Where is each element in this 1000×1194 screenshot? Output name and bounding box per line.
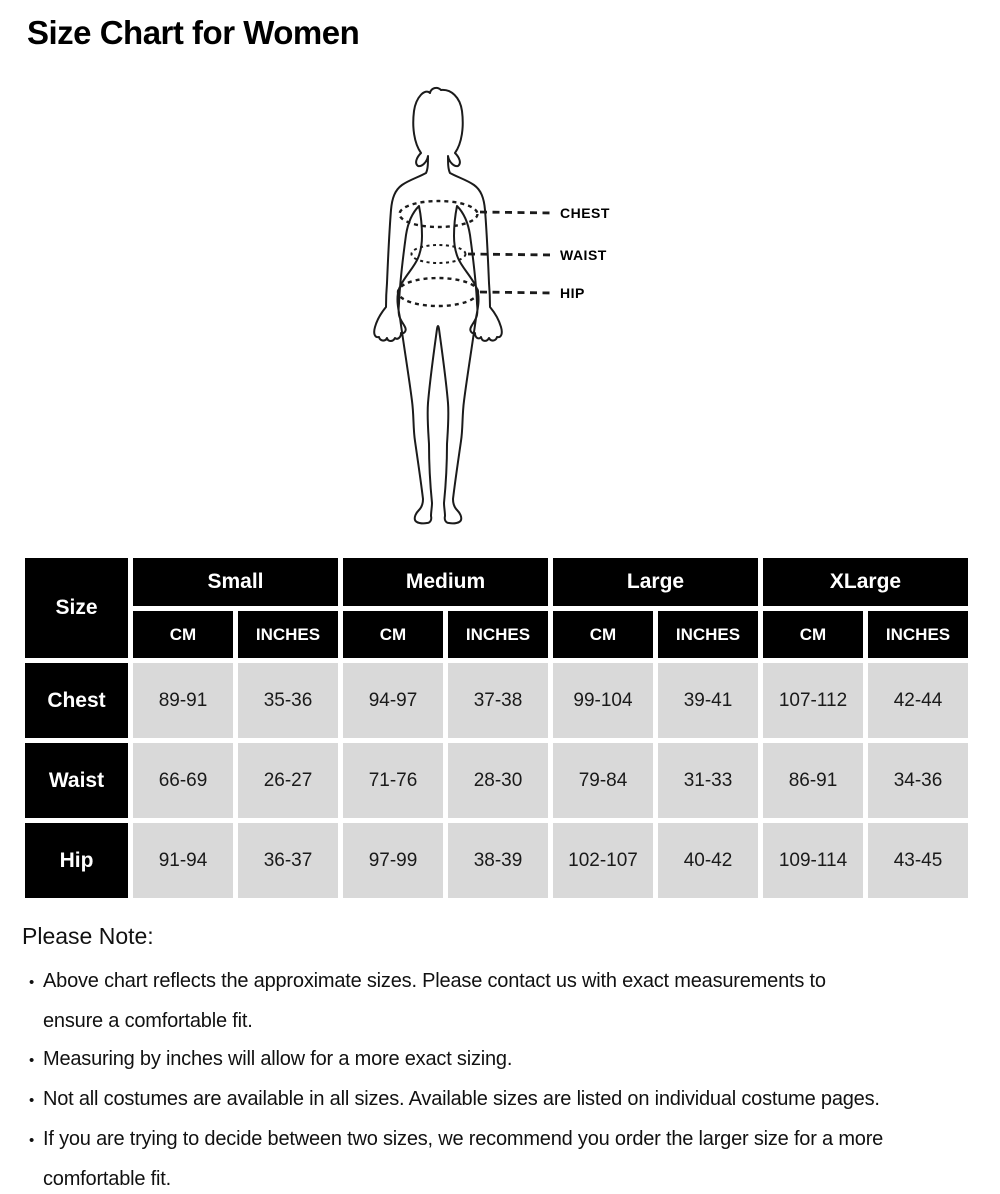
note-item — [22, 962, 987, 1002]
page-title: Size Chart for Women — [27, 14, 360, 51]
size-value-cell: 35-36 — [238, 663, 338, 738]
size-value-cell: 102-107 — [553, 823, 653, 898]
size-value-cell: 79-84 — [553, 743, 653, 818]
table-row-waist — [25, 743, 968, 818]
size-value-cell: 28-30 — [448, 743, 548, 818]
bullet-icon: • — [29, 974, 35, 991]
size-value-cell: 37-38 — [448, 663, 548, 738]
note-text: If you are trying to decide between two sizes, we recommend you order the larger size for a more — [43, 1128, 884, 1150]
notes-heading: Please Note: — [22, 923, 154, 949]
note-text: Not all costumes are available in all sizes. Available sizes are listed on individual costume pages. — [43, 1088, 880, 1110]
size-group-header-medium: Medium — [343, 558, 548, 606]
size-value-cell: 107-112 — [763, 663, 863, 738]
body-figure-svg — [350, 85, 650, 550]
unit-header-cm: CM — [763, 611, 863, 658]
row-label-chest: Chest — [25, 663, 128, 738]
unit-header-cm: CM — [133, 611, 233, 658]
size-value-cell: 89-91 — [133, 663, 233, 738]
note-text: Above chart reflects the approximate sizes. Please contact us with exact measurements to — [43, 970, 826, 992]
note-item — [22, 1080, 987, 1120]
note-item-continuation — [22, 1160, 987, 1194]
row-label-waist: Waist — [25, 743, 128, 818]
hip-label: HIP — [560, 285, 585, 301]
size-value-cell: 43-45 — [868, 823, 968, 898]
note-text: Measuring by inches will allow for a more exact sizing. — [43, 1048, 513, 1070]
chest-leader-line — [480, 212, 554, 213]
size-value-cell: 36-37 — [238, 823, 338, 898]
unit-header-inches: INCHES — [868, 611, 968, 658]
unit-header-inches: INCHES — [238, 611, 338, 658]
note-item — [22, 1040, 987, 1080]
size-group-header-small: Small — [133, 558, 338, 606]
chest-label: CHEST — [560, 205, 610, 221]
note-text: ensure a comfortable fit. — [43, 1010, 253, 1032]
note-text: comfortable fit. — [43, 1168, 171, 1190]
unit-header-inches: INCHES — [658, 611, 758, 658]
note-item — [22, 1120, 987, 1160]
notes-section — [22, 922, 987, 1194]
size-value-cell: 66-69 — [133, 743, 233, 818]
size-value-cell: 39-41 — [658, 663, 758, 738]
size-group-header-xlarge: XLarge — [763, 558, 968, 606]
size-value-cell: 94-97 — [343, 663, 443, 738]
size-value-cell: 40-42 — [658, 823, 758, 898]
size-value-cell: 31-33 — [658, 743, 758, 818]
bullet-icon: • — [29, 1092, 35, 1109]
size-value-cell: 86-91 — [763, 743, 863, 818]
size-value-cell: 42-44 — [868, 663, 968, 738]
size-value-cell: 97-99 — [343, 823, 443, 898]
bullet-icon: • — [29, 1132, 35, 1149]
size-corner-header: Size — [25, 558, 128, 658]
row-label-hip: Hip — [25, 823, 128, 898]
unit-header-inches: INCHES — [448, 611, 548, 658]
table-row-hip — [25, 823, 968, 898]
size-value-cell: 34-36 — [868, 743, 968, 818]
table-row-chest — [25, 663, 968, 738]
body-measurement-figure — [350, 85, 650, 550]
size-table — [20, 553, 973, 903]
body-silhouette — [374, 88, 502, 524]
size-value-cell: 38-39 — [448, 823, 548, 898]
hip-leader-line — [480, 292, 554, 293]
size-value-cell: 99-104 — [553, 663, 653, 738]
size-value-cell: 26-27 — [238, 743, 338, 818]
bullet-icon: • — [29, 1052, 35, 1069]
unit-header-cm: CM — [553, 611, 653, 658]
size-value-cell: 71-76 — [343, 743, 443, 818]
waist-label: WAIST — [560, 247, 607, 263]
note-item-continuation — [22, 1002, 987, 1040]
size-value-cell: 109-114 — [763, 823, 863, 898]
waist-leader-line — [468, 254, 554, 255]
size-group-header-large: Large — [553, 558, 758, 606]
size-value-cell: 91-94 — [133, 823, 233, 898]
unit-header-cm: CM — [343, 611, 443, 658]
